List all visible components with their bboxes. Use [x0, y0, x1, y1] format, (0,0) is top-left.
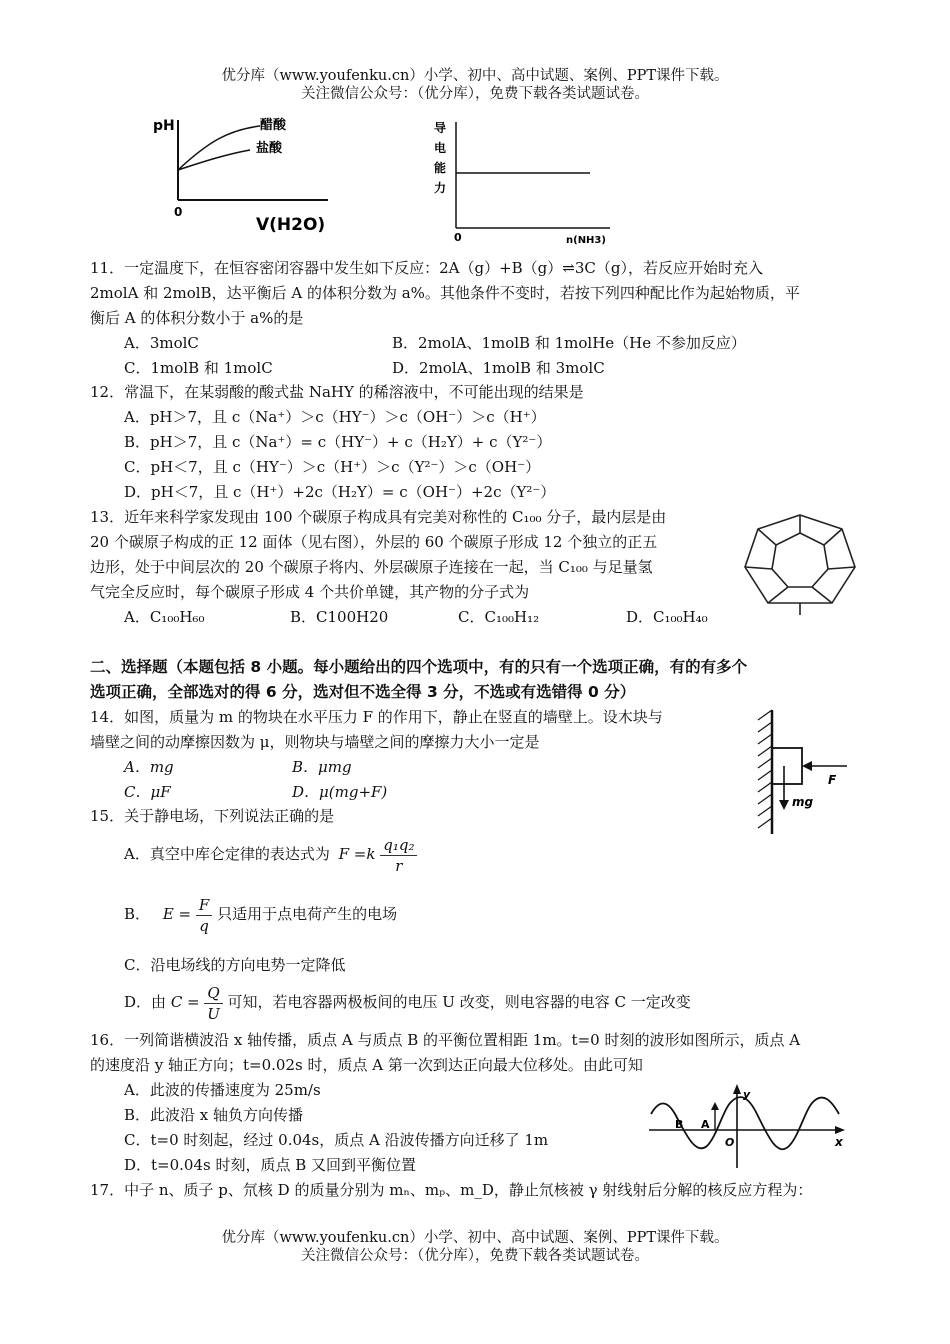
q15-option-c: C．沿电场线的方向电势一定降低 [124, 956, 346, 974]
q14-line2: 墙壁之间的动摩擦因数为 μ，则物块与墙壁之间的摩擦力大小一定是 [90, 733, 540, 751]
q14-option-c: C．μF [124, 783, 171, 801]
q13-line4: 气完全反应时，每个碳原子形成 4 个共价单键，其产物的分子式为 [90, 583, 530, 601]
q14-option-b: B．μmg [292, 758, 352, 776]
section2-heading-line2: 选项正确，全部选对的得 6 分，选对但不选全得 3 分，不选或有选错得 0 分） [90, 683, 636, 701]
wave-y-label: y [743, 1088, 751, 1101]
wall-block-figure [752, 706, 862, 841]
q13-option-a: A．C₁₀₀H₆₀ [124, 608, 205, 626]
wall-hatching [758, 710, 772, 828]
q12-option-a: A．pH＞7，且 c（Na⁺）＞c（HY⁻）＞c（OH⁻）＞c（H⁺） [124, 408, 546, 426]
q12-option-b: B．pH＞7，且 c（Na⁺）= c（HY⁻）+ c（H₂Y）+ c（Y²⁻） [124, 433, 552, 451]
q14-option-a: A．mg [124, 758, 174, 776]
ph-x-label: V(H2O) [256, 215, 326, 235]
dodecahedron-figure [740, 505, 860, 620]
q15-a-fraction [380, 835, 417, 876]
q15-a-numerator: q₁q₂ [380, 835, 417, 856]
q13-line2: 20 个碳原子构成的正 12 面体（见右图），外层的 60 个碳原子形成 12 个独立的正五 [90, 533, 658, 551]
q15-b-numerator: F [196, 895, 212, 916]
curve1-label: 醋酸 [260, 118, 287, 133]
q15-option-b [124, 892, 397, 936]
ph-origin-label: 0 [174, 205, 183, 219]
cond-ylabel-3: 能 [434, 161, 447, 175]
q11-option-b: B．2molA、1molB 和 1molHe（He 不参加反应） [392, 334, 746, 352]
q16-option-a: A．此波的传播速度为 25m/s [124, 1081, 321, 1099]
conductivity-figure [430, 118, 620, 246]
q15-d-denominator: U [207, 1004, 220, 1023]
q13-option-b: B．C100H20 [290, 608, 389, 626]
q16-line2: 的速度沿 y 轴正方向；t=0.02s 时，质点 A 第一次到达正向最大位移处。由此可知 [90, 1056, 643, 1074]
q16-option-b: B．此波沿 x 轴负方向传播 [124, 1106, 304, 1124]
block [772, 748, 802, 784]
q16-option-c: C．t=0 时刻起，经过 0.04s，质点 A 沿波传播方向迁移了 1m [124, 1131, 549, 1149]
q13-option-d: D．C₁₀₀H₄₀ [626, 608, 708, 626]
q14-option-d: D．μ(mg+F) [292, 783, 388, 801]
q12-stem: 12．常温下，在某弱酸的酸式盐 NaHY 的稀溶液中，不可能出现的结果是 [90, 383, 584, 401]
header-line-2: 关注微信公众号：（优分库），免费下载各类试题试卷。 [301, 86, 649, 102]
q14-line1: 14．如图，质量为 m 的物块在水平压力 F 的作用下，静止在竖直的墙壁上。设木块与 [90, 708, 663, 726]
q15-option-a [124, 832, 417, 876]
q13-line1: 13．近年来科学家发现由 100 个碳原子构成具有完美对称性的 C₁₀₀ 分子，最内层是由 [90, 508, 667, 526]
q11-option-a: A．3molC [124, 334, 199, 352]
q15-a-text: A．真空中库仑定律的表达式为 [124, 845, 330, 863]
acetic-acid-curve [178, 126, 260, 170]
wave-x-label: x [835, 1135, 843, 1149]
q11-option-d: D．2molA、1molB 和 3molC [392, 359, 605, 377]
cond-ylabel-2: 电 [434, 141, 447, 155]
q11-line2: 2molA 和 2molB，达平衡后 A 的体积分数为 a%。其他条件不变时，若按下列四种配比作为起始物质，平 [90, 284, 800, 302]
ph-y-label: pH [153, 118, 175, 134]
q15-a-formula-left: F =k [338, 845, 376, 863]
q16-option-d: D．t=0.04s 时刻，质点 B 又回到平衡位置 [124, 1156, 417, 1174]
cond-origin: 0 [454, 231, 462, 244]
cond-ylabel-1: 导 [434, 121, 447, 135]
wave-origin-label: O [725, 1136, 735, 1149]
section2-heading-line1: 二、选择题（本题包括 8 小题。每小题给出的四个选项中，有的只有一个选项正确，有的有多个 [90, 658, 748, 676]
q13-line3: 边形，处于中间层次的 20 个碳原子将内、外层碳原子连接在一起，当 C₁₀₀ 与足量氢 [90, 558, 653, 576]
q15-d-text: 可知，若电容器两极板间的电压 U 改变，则电容器的电容 C 一定改变 [227, 993, 691, 1011]
q17-line1: 17．中子 n、质子 p、氘核 D 的质量分别为 mₙ、mₚ、m_D，静止氘核被 γ 射线射后分解的核反应方程为： [90, 1181, 813, 1199]
ph-dilution-figure [148, 112, 348, 236]
q15-d-label: D．由 [124, 993, 167, 1011]
q15-d-numerator: Q [204, 983, 222, 1004]
q13-option-c: C．C₁₀₀H₁₂ [458, 608, 540, 626]
q15-a-denominator: r [395, 856, 403, 875]
q11-line1: 11．一定温度下，在恒容密闭容器中发生如下反应：2A（g）+B（g）⇌3C（g），若反应开始时充入 [90, 259, 763, 277]
q15-d-formula-left: C = [170, 993, 200, 1011]
q15-option-d [124, 980, 691, 1024]
wave-point-b: B [675, 1118, 684, 1131]
q15-b-denominator: q [199, 916, 209, 935]
wave-point-a: A [701, 1118, 710, 1131]
curve2-label: 盐酸 [256, 141, 283, 156]
q12-option-d: D．pH＜7，且 c（H⁺）+2c（H₂Y）= c（OH⁻）+2c（Y²⁻） [124, 483, 556, 501]
q15-b-fraction [196, 895, 212, 936]
q15-b-text: 只适用于点电荷产生的电场 [217, 905, 398, 923]
cond-ylabel-4: 力 [434, 181, 447, 195]
q11-option-c: C．1molB 和 1molC [124, 359, 273, 377]
q16-line1: 16．一列简谐横波沿 x 轴传播，质点 A 与质点 B 的平衡位置相距 1m。t=0 时刻的波形如图所示，质点 A [90, 1031, 801, 1049]
header-line-1: 优分库（www.youfenku.cn）小学、初中、高中试题、案例、PPT课件下载。 [221, 68, 729, 84]
cond-xlabel: n(NH3) [566, 235, 606, 246]
wave-figure [645, 1080, 850, 1172]
force-label: F [828, 773, 837, 787]
q11-line3: 衡后 A 的体积分数小于 a%的是 [90, 309, 304, 327]
q15-b-formula-left: E = [162, 905, 192, 923]
footer-line-2: 关注微信公众号：（优分库），免费下载各类试题试卷。 [301, 1248, 649, 1264]
q15-d-fraction [204, 983, 222, 1024]
footer-line-1: 优分库（www.youfenku.cn）小学、初中、高中试题、案例、PPT课件下载。 [221, 1230, 729, 1246]
q12-option-c: C．pH＜7，且 c（HY⁻）＞c（H⁺）＞c（Y²⁻）＞c（OH⁻） [124, 458, 541, 476]
q15-stem: 15．关于静电场，下列说法正确的是 [90, 807, 335, 825]
q15-b-label: B． [124, 905, 151, 923]
mg-label: mg [792, 795, 814, 809]
